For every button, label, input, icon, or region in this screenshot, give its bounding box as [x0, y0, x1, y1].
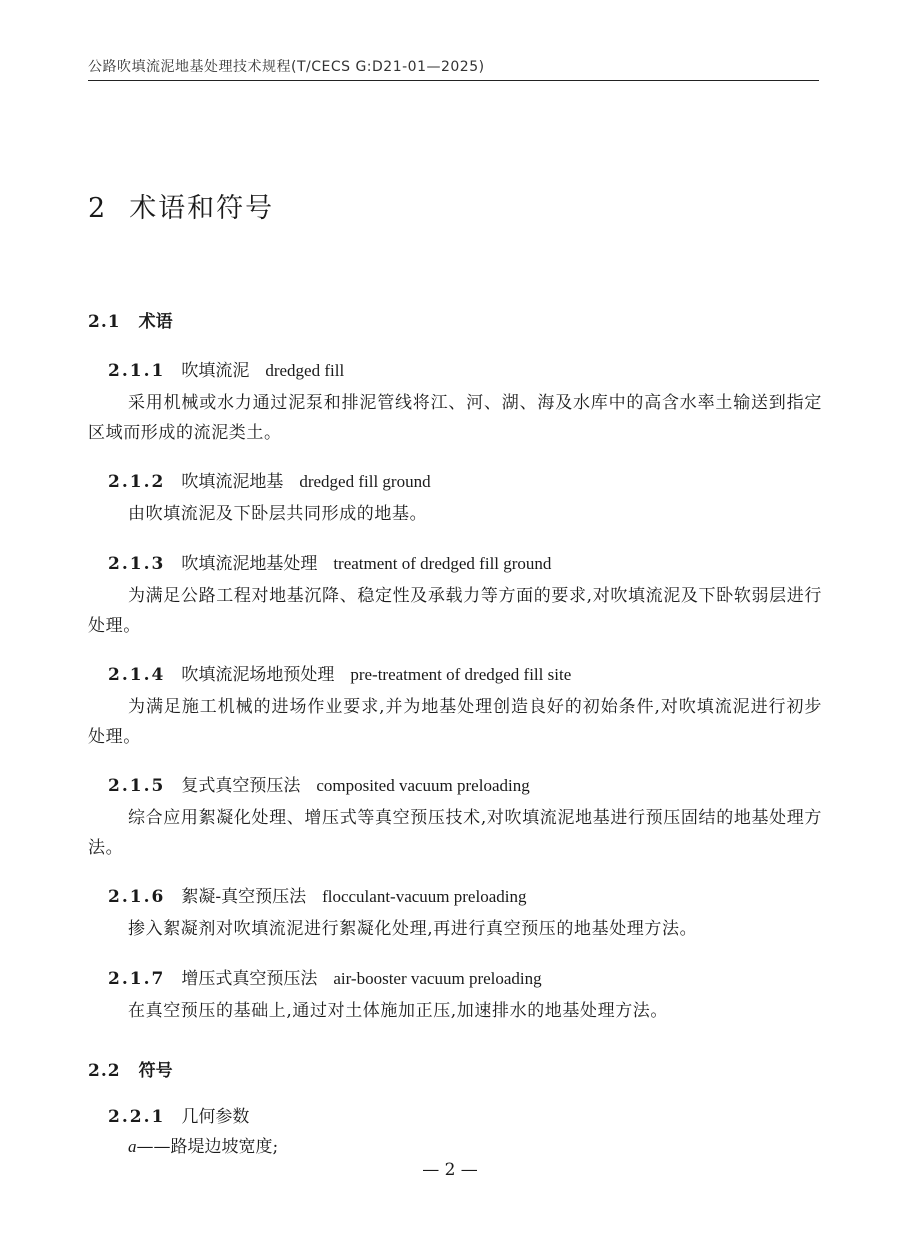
subsection-title: 几何参数: [181, 1107, 250, 1127]
term-number: 2.1.5: [108, 776, 166, 796]
subsection-heading-geometry: [108, 1102, 249, 1127]
term-definition: 在真空预压的基础上,通过对土体施加正压,加速排水的地基处理方法。: [128, 1001, 669, 1021]
section-number: 2.2: [88, 1061, 121, 1081]
header-rule: [88, 80, 819, 81]
term-number: 2.1.3: [108, 554, 166, 574]
term-number: 2.1.7: [108, 969, 166, 989]
term-entry: [88, 662, 822, 752]
chapter-title-text: 术语和符号: [129, 193, 275, 224]
term-name-cn: 吹填流泥地基: [181, 472, 284, 492]
term-name-cn: 吹填流泥场地预处理: [181, 665, 335, 685]
term-number: 2.1.6: [108, 887, 166, 907]
term-name-en: pre-treatment of dredged fill site: [350, 665, 572, 684]
symbol-entry: [128, 1132, 278, 1157]
chapter-number: 2: [88, 193, 108, 224]
term-heading: [108, 966, 822, 992]
term-name-cn: 絮凝-真空预压法: [181, 887, 307, 907]
term-definition: 采用机械或水力通过泥泵和排泥管线将江、河、湖、海及水库中的高含水率土输送到指定区域而形成的流泥类土。: [88, 393, 822, 443]
term-heading: [108, 469, 822, 495]
term-number: 2.1.2: [108, 472, 166, 492]
term-entry: [88, 884, 822, 944]
running-header: 公路吹填流泥地基处理技术规程(T/CECS G:D21-01—2025): [88, 59, 485, 75]
symbol-dash: ——: [136, 1137, 171, 1157]
symbol: a: [128, 1137, 137, 1156]
section-heading-terms: [88, 307, 173, 332]
term-heading: [108, 551, 822, 577]
section-heading-symbols: [88, 1056, 173, 1081]
term-name-cn: 吹填流泥: [181, 361, 250, 381]
section-title: 符号: [138, 1061, 173, 1081]
subsection-number: 2.2.1: [108, 1107, 166, 1127]
term-entry: [88, 551, 822, 641]
term-heading: [108, 358, 822, 384]
term-number: 2.1.1: [108, 361, 166, 381]
term-name-en: dredged fill ground: [299, 472, 431, 491]
term-name-cn: 吹填流泥地基处理: [181, 554, 318, 574]
chapter-title: [88, 186, 274, 225]
term-number: 2.1.4: [108, 665, 166, 685]
term-heading: [108, 773, 822, 799]
term-definition: 综合应用絮凝化处理、增压式等真空预压技术,对吹填流泥地基进行预压固结的地基处理方法。: [88, 808, 822, 858]
term-heading: [108, 884, 822, 910]
term-definition: 掺入絮凝剂对吹填流泥进行絮凝化处理,再进行真空预压的地基处理方法。: [128, 919, 698, 939]
term-entry: [88, 469, 822, 529]
term-entry: [88, 773, 822, 863]
term-definition: 为满足施工机械的进场作业要求,并为地基处理创造良好的初始条件,对吹填流泥进行初步处理。: [88, 697, 822, 747]
section-title: 术语: [138, 312, 173, 332]
symbol-description: 路堤边坡宽度;: [170, 1137, 279, 1157]
term-entry: [88, 358, 822, 448]
term-name-cn: 增压式真空预压法: [181, 969, 318, 989]
term-name-en: air-booster vacuum preloading: [333, 969, 542, 988]
term-heading: [108, 662, 822, 688]
page-number: — 2 —: [422, 1160, 478, 1180]
term-entry: [88, 966, 822, 1026]
section-number: 2.1: [88, 312, 121, 332]
term-definition: 为满足公路工程对地基沉降、稳定性及承载力等方面的要求,对吹填流泥及下卧软弱层进行处理。: [88, 586, 822, 636]
term-name-en: dredged fill: [265, 361, 345, 380]
term-name-en: treatment of dredged fill ground: [333, 554, 552, 573]
term-name-cn: 复式真空预压法: [181, 776, 301, 796]
term-definition: 由吹填流泥及下卧层共同形成的地基。: [128, 504, 428, 524]
term-name-en: flocculant-vacuum preloading: [322, 887, 527, 906]
term-name-en: composited vacuum preloading: [316, 776, 530, 795]
